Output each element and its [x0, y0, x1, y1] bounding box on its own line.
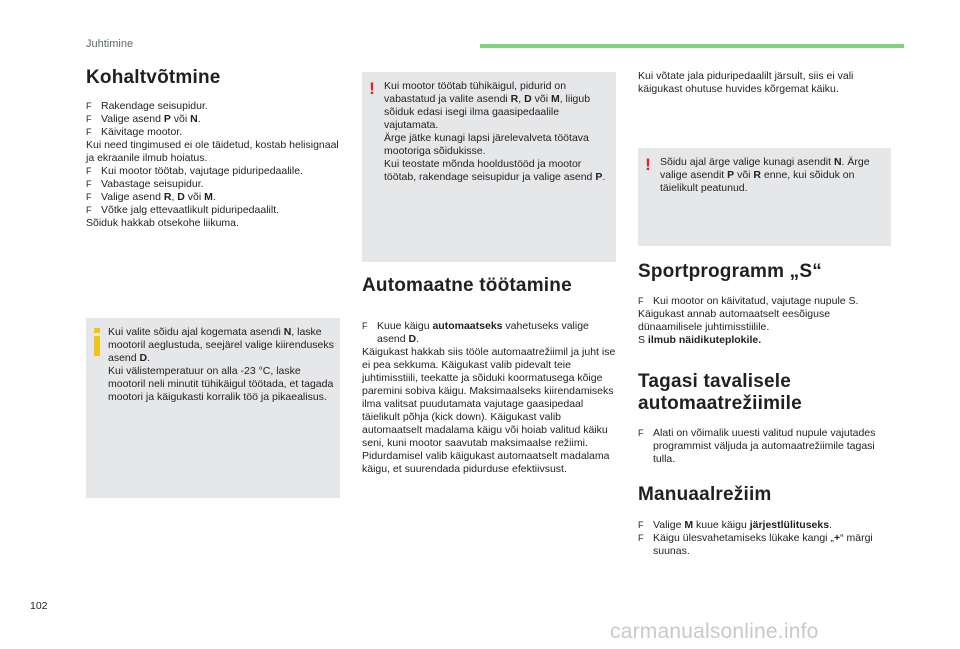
text-run: .	[602, 171, 606, 183]
text-run: või	[184, 191, 205, 203]
text-run: või	[734, 169, 754, 181]
text-run: Alati on võimalik uuesti valitud nupule vajutades programmist väljuda ja automaatrežiimile tagasi tulla.	[653, 427, 876, 465]
text-run: S	[638, 334, 646, 346]
info-icon	[94, 328, 100, 356]
bullet-marker: F	[86, 127, 92, 137]
text-run: , liigub sõiduk edasi isegi ilma gaasipedaalile vajutamata.	[384, 93, 591, 131]
bullet-marker: F	[638, 520, 644, 530]
paragraph	[362, 346, 618, 476]
bold-text: M	[684, 519, 694, 531]
list-item-text	[101, 204, 342, 217]
info-box	[86, 318, 340, 498]
warning-box-text	[384, 80, 610, 184]
bold-text: D	[177, 191, 185, 203]
text-run: Kui mootor on käivitatud, vajutage nupule S.	[653, 295, 859, 307]
bold-text: +	[833, 532, 841, 544]
list-item	[86, 191, 342, 204]
text-run: Valige	[653, 519, 685, 531]
sport-text	[638, 295, 896, 347]
bold-text: N	[283, 326, 292, 338]
bullet-marker: F	[86, 166, 92, 176]
text-run: Valige asend	[101, 113, 164, 125]
bold-text: D	[139, 352, 148, 364]
column-2	[362, 275, 618, 476]
watermark: carmanualsonline.info	[610, 620, 819, 643]
paragraph	[638, 334, 896, 347]
text-run: .	[147, 352, 151, 364]
list-item	[638, 519, 896, 532]
section-sport	[638, 261, 896, 347]
warning-icon: !	[645, 155, 651, 174]
text-run: Kui valite sõidu ajal kogemata asendi	[108, 326, 284, 338]
section-label: Juhtimine	[86, 38, 134, 50]
bold-text: N	[833, 156, 842, 168]
list-item-text	[101, 113, 342, 126]
text-run: või	[531, 93, 551, 105]
text-run: Rakendage seisupidur.	[101, 100, 208, 112]
info-box-text	[108, 326, 334, 404]
list-item	[86, 165, 342, 178]
column-1	[86, 67, 342, 230]
list-item-text	[101, 165, 342, 178]
list-item	[638, 295, 896, 308]
col1-text	[86, 100, 342, 230]
bullet-marker: F	[638, 428, 644, 438]
text-run: Valige asend	[101, 191, 164, 203]
list-item-text	[653, 295, 896, 308]
text-run: Sõidu ajal ärge valige kunagi asendit	[660, 156, 834, 168]
list-item	[86, 100, 342, 113]
section-back	[638, 371, 896, 466]
bold-text: P	[163, 113, 171, 125]
bold-text: R	[510, 93, 519, 105]
list-item-text	[377, 320, 618, 346]
paragraph	[86, 217, 342, 230]
text-run: Käigukast hakkab siis tööle automaatrežiimil ja juht ise ei pea sekkuma. Käigukast valib pidevalt teie juhtimisstiili, teekatte ja sõiduki koormatusega kõige paremini sobiva käigu. Maksimaalseks kiirendamiseks ilma valitsat puudutamata vajutage gaasipedaal täielikult põhja (kick down). Käigukast valib automaatselt madalama käigu või hoiab valitud käiku seni, kuni mootor saavutab maksimaalse režiimi. Pidurdamisel valib käigukast automaatselt madalama käigu, et suurendada pidurduse efektiivsust.	[362, 346, 616, 475]
text-run: .	[416, 333, 420, 345]
col3-intro: Kui võtate jala piduripedaalilt järsult, siis ei vali käigukast ohutuse huvides kõrgemat käiku.	[638, 70, 854, 95]
text-run: või	[170, 113, 191, 125]
warning-box-text	[660, 156, 885, 195]
box-paragraph	[384, 80, 610, 132]
text-run: Kui mootor töötab tühikäigul, pidurid on vabastatud ja valite asendi	[384, 80, 567, 105]
list-item	[638, 532, 896, 558]
bullet-marker: F	[362, 321, 368, 331]
text-run: kuue käigu	[693, 519, 750, 531]
list-item-text	[653, 519, 896, 532]
list-item-text	[101, 126, 342, 139]
text-run: Käivitage mootor.	[101, 126, 183, 138]
bullet-marker: F	[638, 533, 644, 543]
text-run: ,	[518, 93, 525, 105]
list-item	[86, 178, 342, 191]
paragraph	[638, 308, 896, 334]
paragraph	[86, 139, 342, 165]
text-run: Vabastage seisupidur.	[101, 178, 204, 190]
bold-text: R	[753, 169, 762, 181]
section-manual	[638, 484, 896, 558]
page-number: 102	[30, 600, 48, 612]
text-run: enne, kui sõiduk on täielikult peatunud.	[660, 169, 855, 194]
list-item	[86, 204, 342, 217]
box-paragraph	[384, 158, 610, 184]
bold-text: M	[204, 191, 213, 203]
text-run: Kui need tingimused ei ole täidetud, kostab helisignaal ja ekraanile ilmub hoiatus.	[86, 139, 339, 164]
list-item-text	[653, 427, 896, 466]
text-run: ,	[171, 191, 178, 203]
bullet-marker: F	[86, 205, 92, 215]
box-paragraph	[384, 132, 610, 158]
text-run: , laske mootoril aeglustuda, seejärel valige kiirenduseks asend	[108, 326, 334, 364]
warning-icon: !	[369, 79, 375, 98]
list-item-text	[101, 178, 342, 191]
manual-text	[638, 519, 896, 558]
bullet-marker: F	[86, 192, 92, 202]
text-run: .	[197, 113, 201, 125]
bold-text: P	[727, 169, 735, 181]
heading-tagasi-line1: Tagasi tavalisele	[638, 371, 792, 392]
column-3-intro	[638, 70, 896, 96]
text-run: Kui teostate mõnda hooldustööd ja mootor töötab, rakendage seisupidur ja valige asend	[384, 158, 596, 183]
text-run: .	[212, 191, 216, 203]
text-run: Ärge jätke kunagi lapsi järelevalveta töötava mootoriga sõidukisse.	[384, 132, 589, 157]
bold-text: P	[595, 171, 603, 183]
heading-sportprogramm: Sportprogramm „S“	[638, 261, 822, 282]
list-item	[86, 126, 342, 139]
text-run: Käigukast annab automaatselt eesõiguse dünaamilisele juhtimisstiilile.	[638, 308, 831, 333]
bullet-marker: F	[86, 179, 92, 189]
heading-automaatne: Automaatne töötamine	[362, 275, 572, 296]
warning-box-idle	[362, 72, 616, 262]
bullet-marker: F	[638, 296, 644, 306]
list-item-text	[653, 532, 896, 558]
text-run: Käigu ülesvahetamiseks lükake kangi „	[653, 532, 834, 544]
text-run: Võtke jalg ettevaatlikult piduripedaalilt.	[101, 204, 280, 216]
bold-text: ilmub näidikuteplokile.	[645, 334, 762, 346]
bold-text: N	[190, 113, 198, 125]
bold-text: M	[550, 93, 560, 105]
list-item	[86, 113, 342, 126]
text-run: Kui välistemperatuur on alla -23 °C, laske mootoril neli minutit tühikäigul töötada, et tagada mootori ja käigukasti korralik töö ja pikaealisus.	[108, 365, 334, 403]
box-paragraph	[108, 365, 334, 404]
text-run: .	[829, 519, 832, 531]
box-paragraph	[108, 326, 334, 365]
bold-text: D	[524, 93, 532, 105]
list-item	[362, 320, 618, 346]
bold-text: R	[163, 191, 172, 203]
text-run: . Ärge valige asendit	[660, 156, 870, 181]
heading-tagasi	[638, 371, 896, 415]
text-run: Kuue käigu	[377, 320, 433, 332]
warning-box-driving	[638, 148, 891, 246]
bold-text: järjestlülituseks	[749, 519, 830, 531]
heading-tagasi-line2: automaatrežiimile	[638, 393, 802, 414]
bullet-marker: F	[86, 101, 92, 111]
text-run: Kui mootor töötab, vajutage piduripedaalile.	[101, 165, 303, 177]
list-item	[638, 427, 896, 466]
bold-text: automaatseks	[432, 320, 503, 332]
bold-text: D	[408, 333, 417, 345]
heading-kohaltvotmine: Kohaltvõtmine	[86, 67, 221, 88]
heading-manuaalrezhiim: Manuaalrežiim	[638, 484, 772, 505]
back-text	[638, 427, 896, 466]
bullet-marker: F	[86, 114, 92, 124]
col2-text	[362, 320, 618, 476]
text-run: “ märgi suunas.	[653, 532, 873, 557]
box-paragraph	[660, 156, 885, 195]
text-run: Sõiduk hakkab otsekohe liikuma.	[86, 217, 239, 229]
list-item-text	[101, 191, 342, 204]
list-item-text	[101, 100, 342, 113]
section-accent-bar	[480, 44, 904, 48]
text-run: vahetuseks valige asend	[377, 320, 589, 345]
